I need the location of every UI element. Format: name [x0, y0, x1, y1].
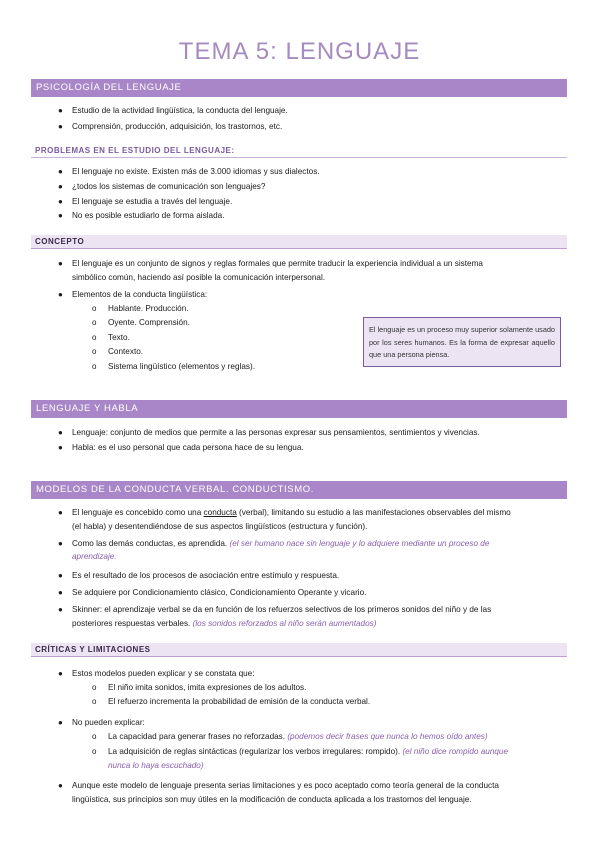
section-heading-problemas: PROBLEMAS EN EL ESTUDIO DEL LENGUAJE:: [31, 144, 567, 158]
list-item: ● Estudio de la actividad lingüística, la conducta del lenguaje.: [72, 104, 552, 118]
sub-list-item: o La adquisición de reglas sintácticas (regularizar los verbos irregulares: rompido). (el niño dice rompido aunque: [108, 745, 548, 759]
section-heading-psicologia: PSICOLOGÍA DEL LENGUAJE: [31, 79, 567, 97]
sub-list-item: o La capacidad para generar frases no reforzadas. (podemos decir frases que nunca lo hemos oído antes): [108, 730, 548, 744]
list-item: ● Comprensión, producción, adquisición, los trastornos, etc.: [72, 120, 552, 134]
list-item-continued: (el habla) y desentendiéndose de sus aspectos lingüísticos (estructura y función).: [72, 522, 368, 531]
list-item: ● Lenguaje: conjunto de medios que permite a las personas expresar sus pensamientos, sentimientos y vivencias.: [72, 426, 552, 440]
bullet-icon: ●: [58, 182, 63, 191]
section-heading-criticas: CRÍTICAS Y LIMITACIONES: [31, 643, 567, 657]
sub-list-item-continued: nunca lo haya escuchado): [108, 761, 204, 770]
list-item: ● Como las demás conductas, es aprendida. (el ser humano nace sin lenguaje y lo adquiere mediante un proceso de: [72, 537, 552, 551]
circle-bullet-icon: o: [92, 347, 97, 356]
sub-list-item: o Hablante. Producción.: [108, 302, 548, 316]
circle-bullet-icon: o: [92, 318, 97, 327]
circle-bullet-icon: o: [92, 683, 97, 692]
list-item: ● El lenguaje se estudia a través del lenguaje.: [72, 195, 552, 209]
bullet-icon: ●: [58, 508, 63, 517]
circle-bullet-icon: o: [92, 362, 97, 371]
section-heading-lenguaje-habla: LENGUAJE Y HABLA: [31, 400, 567, 418]
note-box: El lenguaje es un proceso muy superior solamente usado por los seres humanos. Es la forma de expresar aquello que una persona piensa.: [363, 317, 561, 367]
list-item: ● El lenguaje es un conjunto de signos y reglas formales que permite traducir la experiencia individual a un sistema: [72, 257, 552, 271]
list-item-continued: lingüística, sus principios son muy útiles en la modificación de conducta aplicada a los trastornos del lenguaje.: [72, 795, 472, 804]
circle-bullet-icon: o: [92, 304, 97, 313]
sub-list-item: o Contexto.: [108, 345, 548, 359]
bullet-icon: ●: [58, 259, 63, 268]
bullet-icon: ●: [58, 290, 63, 299]
list-item: ● Es el resultado de los procesos de asociación entre estímulo y respuesta.: [72, 569, 552, 583]
section-heading-concepto: CONCEPTO: [31, 235, 567, 249]
bullet-icon: ●: [58, 106, 63, 115]
circle-bullet-icon: o: [92, 732, 97, 741]
sub-list-item: o El niño imita sonidos, imita expresiones de los adultos.: [108, 681, 548, 695]
sub-list-item: o El refuerzo incrementa la probabilidad de emisión de la conducta verbal.: [108, 695, 548, 709]
list-item: ● Skinner: el aprendizaje verbal se da en función de los refuerzos selectivos de los primeros sonidos del niño y de las: [72, 603, 552, 617]
bullet-icon: ●: [58, 718, 63, 727]
circle-bullet-icon: o: [92, 697, 97, 706]
list-item: ● No es posible estudiarlo de forma aislada.: [72, 209, 552, 223]
list-item-continued: aprendizaje.: [72, 552, 117, 561]
list-item-continued: simbólico común, haciendo así posible la comunicación interpersonal.: [72, 273, 326, 282]
bullet-icon: ●: [58, 588, 63, 597]
list-item: ● Aunque este modelo de lenguaje presenta serias limitaciones y es poco aceptado como teoría general de la conducta: [72, 779, 552, 793]
list-item: ● Habla: es el uso personal que cada persona hace de su lengua.: [72, 441, 552, 455]
circle-bullet-icon: o: [92, 333, 97, 342]
bullet-icon: ●: [58, 605, 63, 614]
bullet-icon: ●: [58, 571, 63, 580]
list-item: ● ¿todos los sistemas de comunicación son lenguajes?: [72, 180, 552, 194]
sub-list-item: o Oyente. Comprensión.: [108, 316, 548, 330]
list-item: ● El lenguaje no existe. Existen más de 3.000 idiomas y sus dialectos.: [72, 165, 552, 179]
circle-bullet-icon: o: [92, 747, 97, 756]
page-title: TEMA 5: LENGUAJE: [178, 38, 421, 65]
bullet-icon: ●: [58, 781, 63, 790]
list-item: ● Elementos de la conducta lingüística:: [72, 288, 552, 302]
section-heading-modelos: MODELOS DE LA CONDUCTA VERBAL. CONDUCTISMO.: [31, 481, 567, 499]
list-item: ● No pueden explicar:: [72, 716, 552, 730]
list-item: ● Estos modelos pueden explicar y se constata que:: [72, 667, 552, 681]
bullet-icon: ●: [58, 669, 63, 678]
bullet-icon: ●: [58, 428, 63, 437]
list-item-continued: posteriores respuestas verbales. (los sonidos reforzados al niño serán aumentados): [72, 619, 377, 628]
bullet-icon: ●: [58, 443, 63, 452]
bullet-icon: ●: [58, 539, 63, 548]
bullet-icon: ●: [58, 167, 63, 176]
sub-list-item: o Texto.: [108, 331, 548, 345]
list-item: ● El lenguaje es concebido como una conducta (verbal), limitando su estudio a las manifestaciones observables del mismo: [72, 506, 552, 520]
bullet-icon: ●: [58, 211, 63, 220]
bullet-icon: ●: [58, 197, 63, 206]
bullet-icon: ●: [58, 122, 63, 131]
list-item: ● Se adquiere por Condicionamiento clásico, Condicionamiento Operante y vicario.: [72, 586, 552, 600]
sub-list-item: o Sistema lingüístico (elementos y reglas).: [108, 360, 548, 374]
